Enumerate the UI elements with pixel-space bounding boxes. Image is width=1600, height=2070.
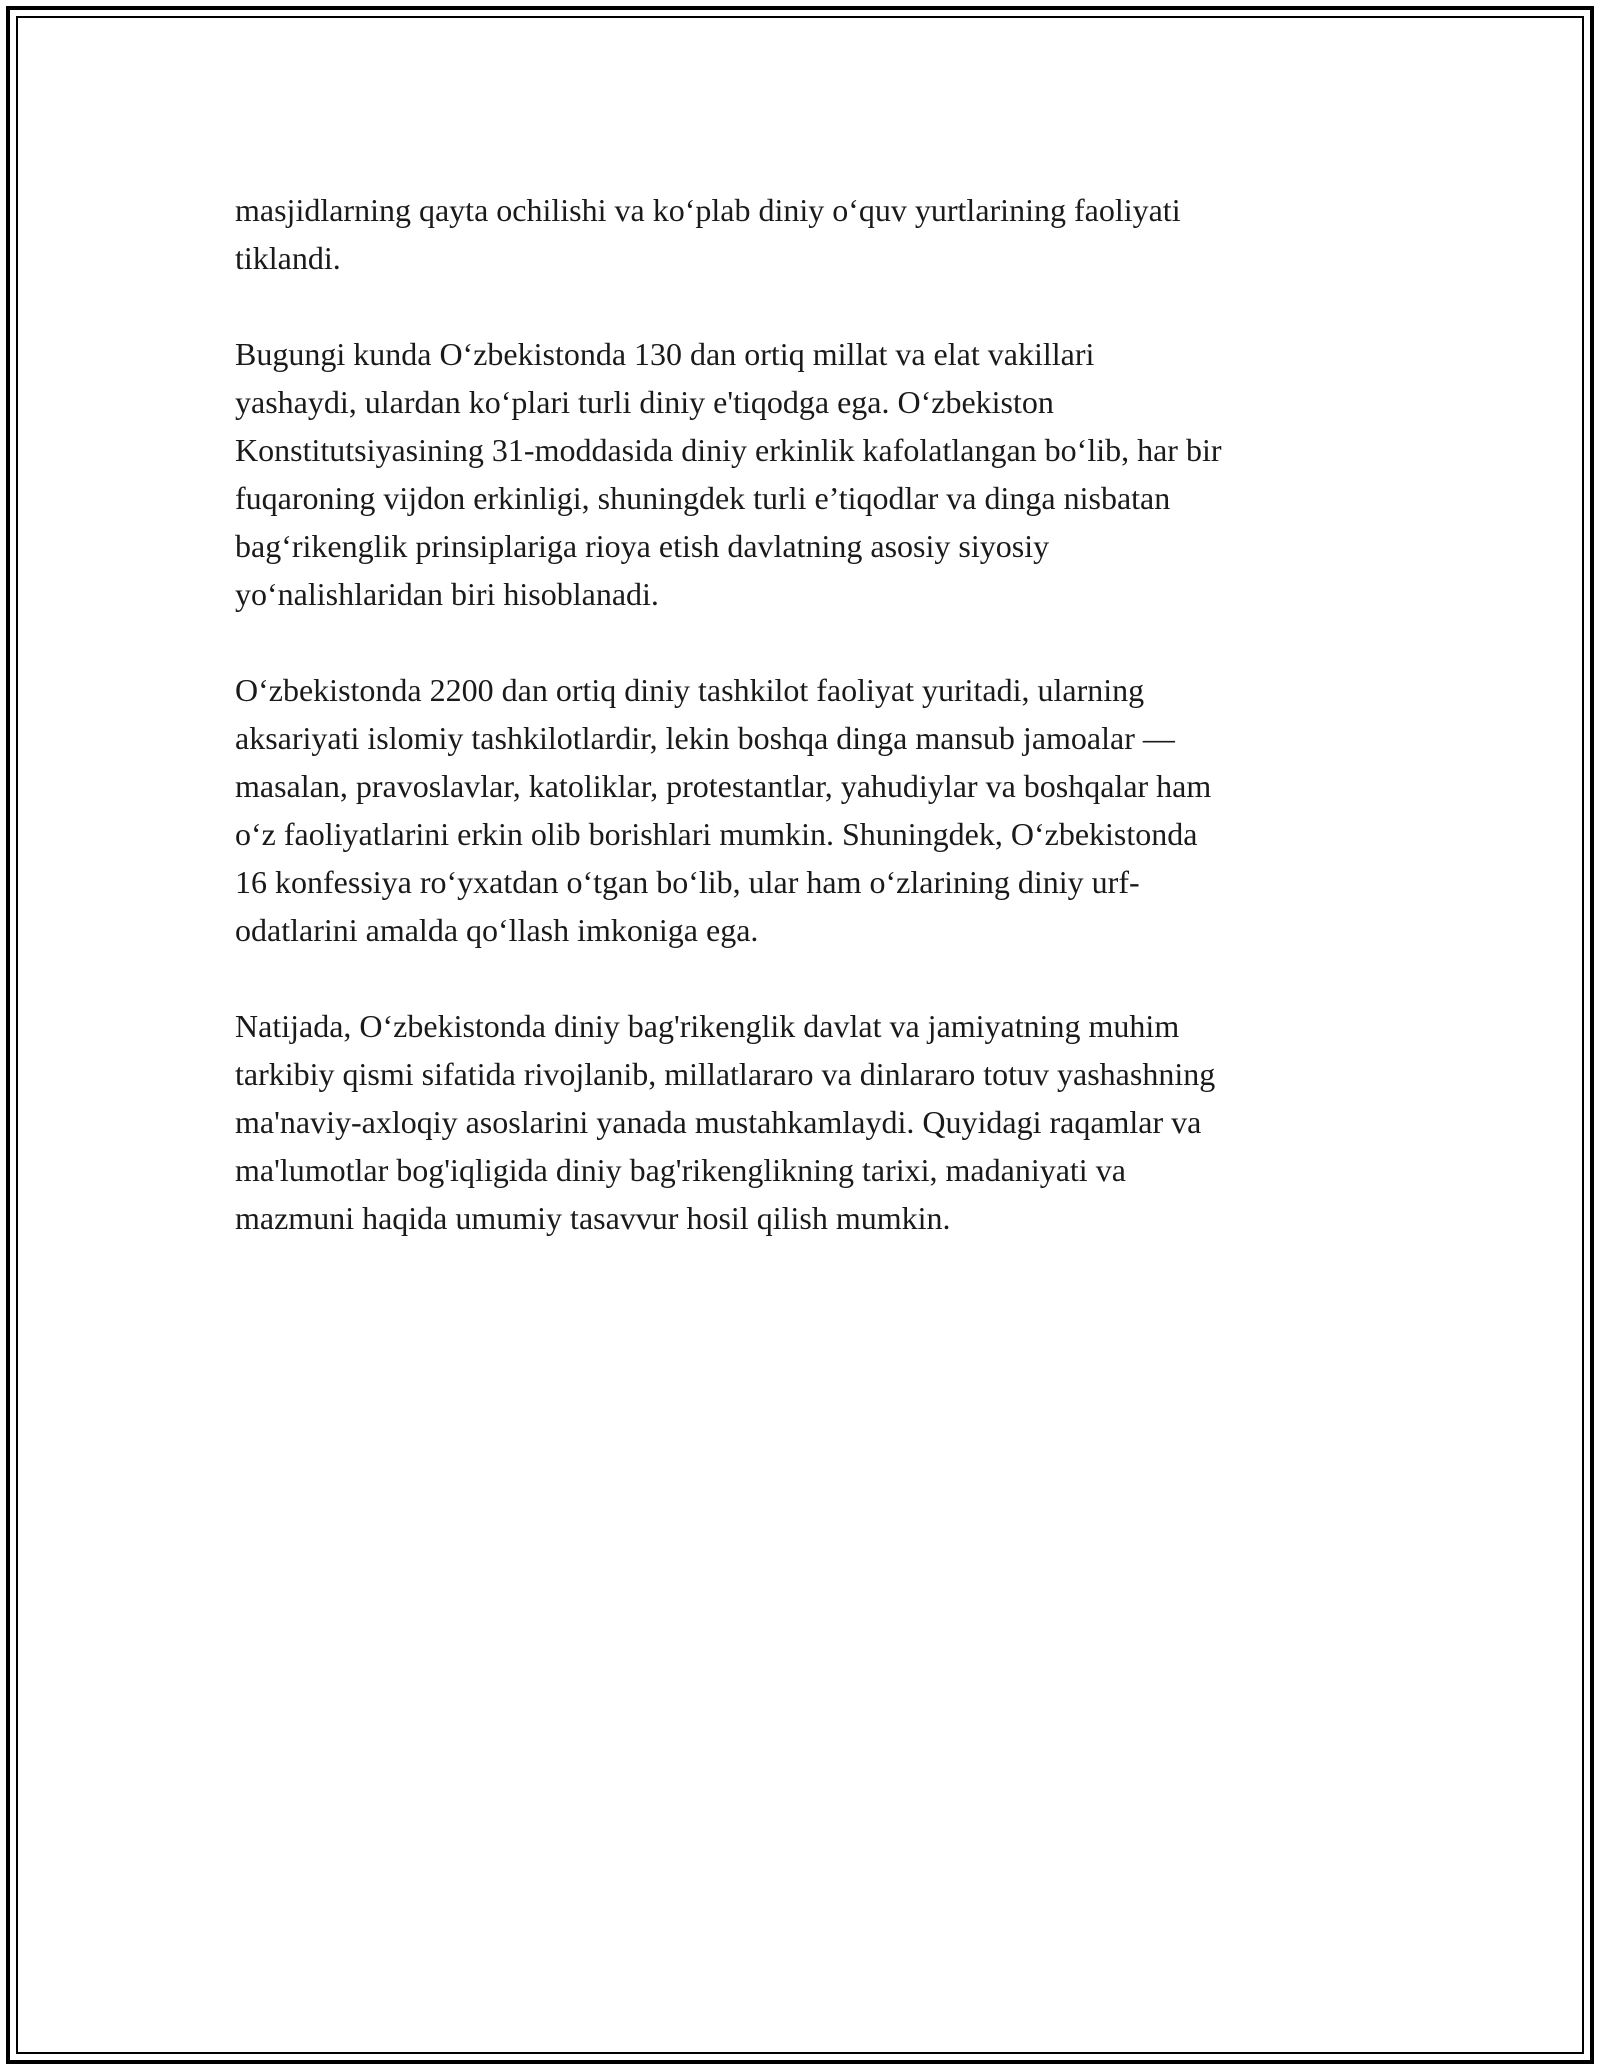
paragraph: Oʻzbekistonda 2200 dan ortiq diniy tashkilot faoliyat yuritadi, ularning aksariyati islomiy tashkilotlardir, lekin boshqa dinga mansub jamoalar — masalan, pravoslavlar, katoliklar, protestantlar, yahudiylar va boshqalar ham oʻz faoliyatlarini erkin olib borishlari mumkin. Shuningdek, Oʻzbekistonda 16 konfessiya roʻyxatdan oʻtgan boʻlib, ular ham oʻzlarining diniy urf- odatlarini amalda qoʻllash imkoniga ega.: [235, 672, 1212, 948]
paragraph: Natijada, Oʻzbekistonda diniy bag'rikenglik davlat va jamiyatning muhim tarkibiy qismi sifatida rivojlanib, millatlararo va dinlararo totuv yashashning ma'naviy-axloqiy asoslarini yanada mustahkamlaydi. Quyidagi raqamlar va ma'lumotlar bog'iqligida diniy bag'rikenglikning tarixi, madaniyati va mazmuni haqida umumiy tasavvur hosil qilish mumkin.: [235, 1008, 1216, 1236]
paragraph: masjidlarning qayta ochilishi va koʻplab diniy oʻquv yurtlarining faoliyati tiklandi.: [235, 192, 1181, 276]
paragraph: Bugungi kunda Oʻzbekistonda 130 dan ortiq millat va elat vakillari yashaydi, ulardan koʻplari turli diniy e'tiqodga ega. Oʻzbekiston Konstitutsiyasining 31-moddasida diniy erkinlik kafolatlangan boʻlib, har bir fuqaroning vijdon erkinligi, shuningdek turli e’tiqodlar va dinga nisbatan bagʻrikenglik prinsiplariga rioya etish davlatning asosiy siyosiy yoʻnalishlaridan biri hisoblanadi.: [235, 336, 1222, 612]
document-body: [235, 186, 1375, 1290]
